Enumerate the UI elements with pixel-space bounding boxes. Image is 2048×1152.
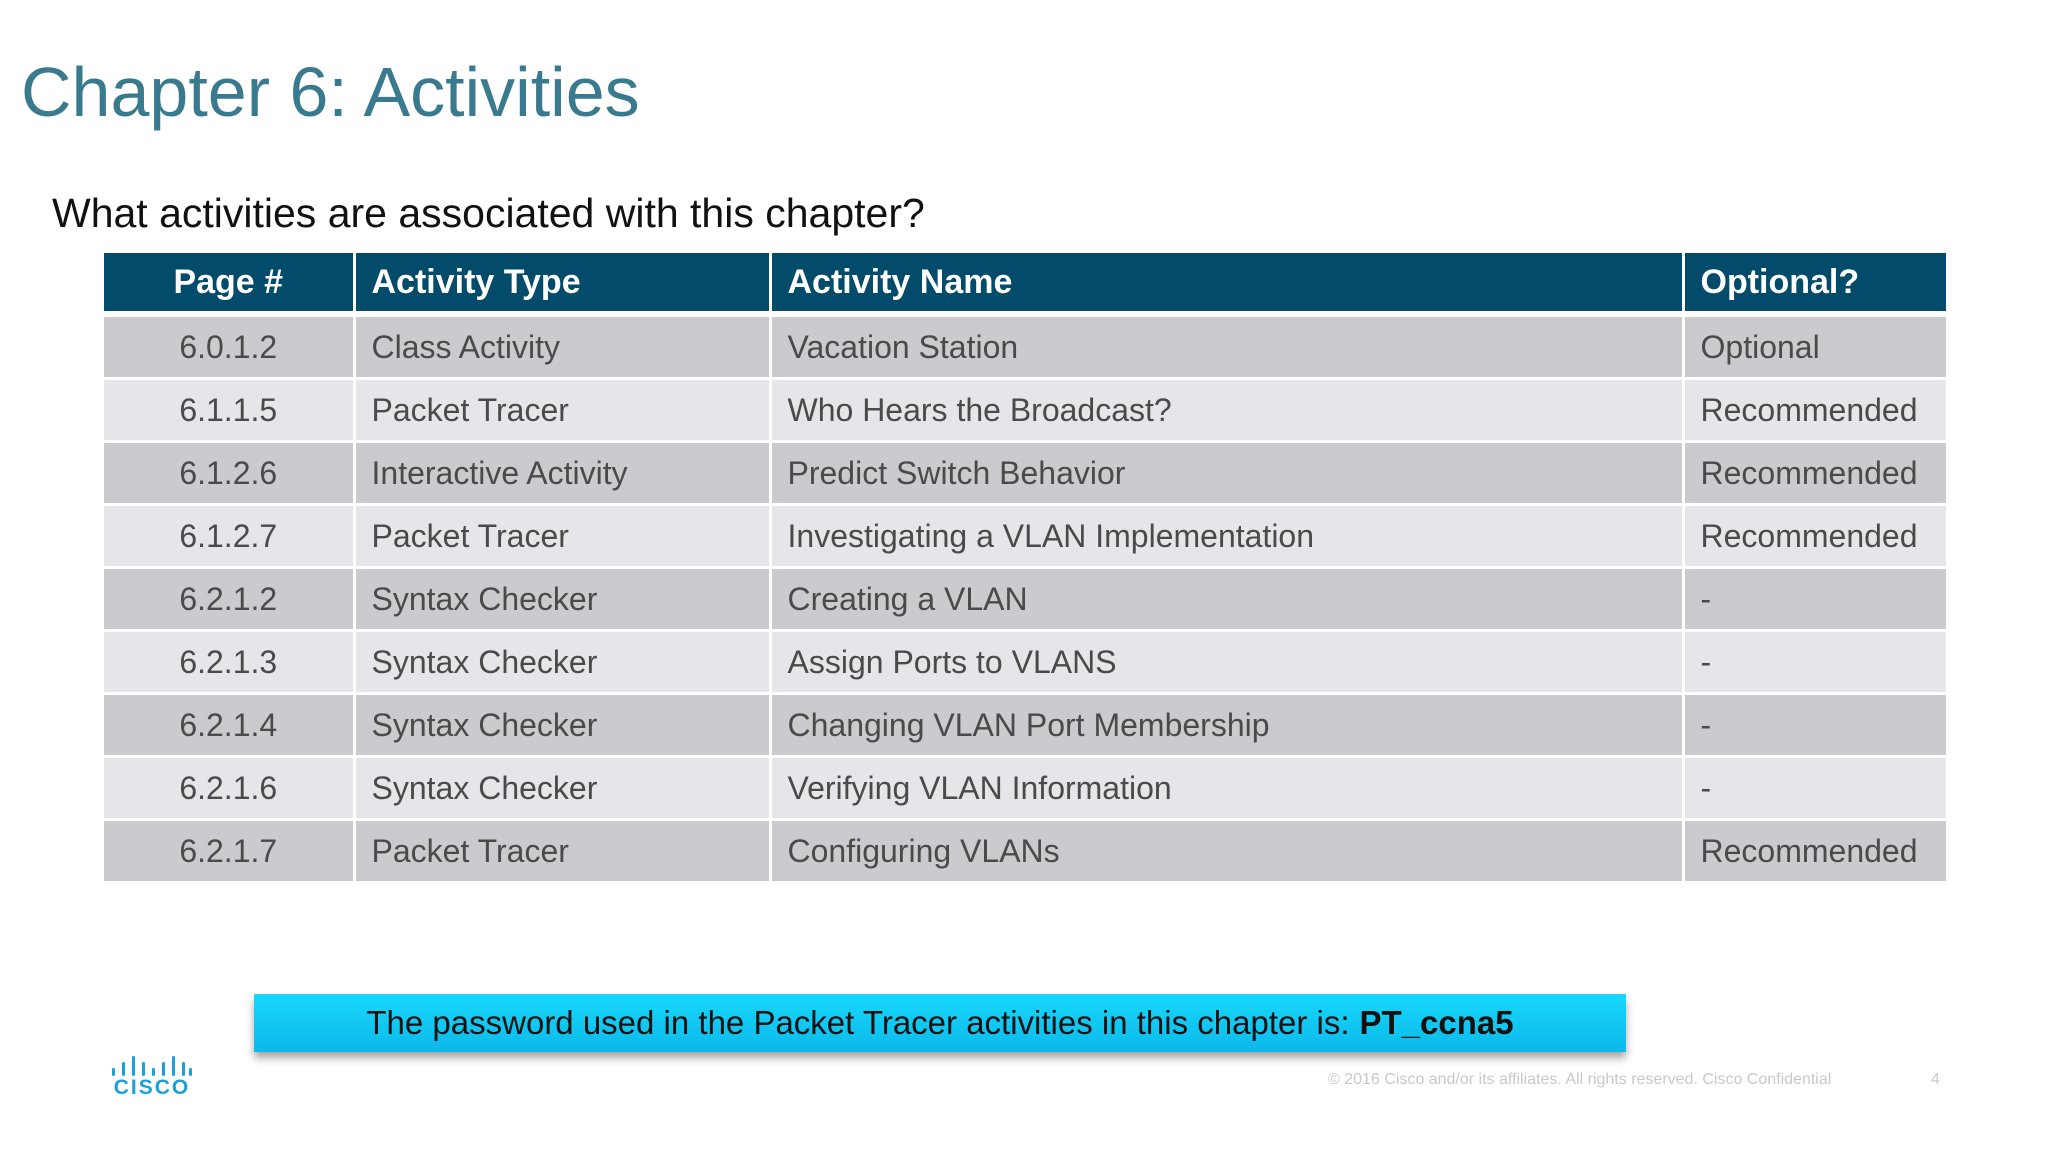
- cell-activity-name: Creating a VLAN: [770, 568, 1683, 631]
- cell-page-number: 6.2.1.2: [104, 568, 354, 631]
- cell-optional: Recommended: [1683, 505, 1946, 568]
- footer-copyright: © 2016 Cisco and/or its affiliates. All rights reserved. Cisco Confidential: [1328, 1071, 1832, 1088]
- cell-page-number: 6.2.1.4: [104, 694, 354, 757]
- table-row: [104, 505, 1946, 568]
- cell-activity-name: Investigating a VLAN Implementation: [770, 505, 1683, 568]
- password-callout: [254, 994, 1626, 1052]
- cell-optional: -: [1683, 757, 1946, 820]
- table-row: [104, 442, 1946, 505]
- password-value: PT_ccna5: [1359, 1004, 1514, 1041]
- password-callout-text: The password used in the Packet Tracer activities in this chapter is:: [366, 1004, 1350, 1041]
- table-row: [104, 820, 1946, 883]
- activities-table: [104, 253, 1946, 884]
- table-row: [104, 631, 1946, 694]
- table-row: [104, 568, 1946, 631]
- cell-activity-type: Class Activity: [354, 314, 770, 379]
- slide-title: Chapter 6: Activities: [21, 53, 640, 131]
- cell-activity-type: Syntax Checker: [354, 694, 770, 757]
- table-header-row: [104, 253, 1946, 314]
- cisco-wordmark: CISCO: [113, 1076, 191, 1099]
- table-row: [104, 379, 1946, 442]
- cell-activity-name: Assign Ports to VLANS: [770, 631, 1683, 694]
- header-activity-name: Activity Name: [770, 253, 1683, 314]
- table-body: [104, 314, 1946, 883]
- cell-page-number: 6.1.2.6: [104, 442, 354, 505]
- table-row: [104, 757, 1946, 820]
- cell-activity-name: Predict Switch Behavior: [770, 442, 1683, 505]
- cell-page-number: 6.1.2.7: [104, 505, 354, 568]
- cell-activity-name: Configuring VLANs: [770, 820, 1683, 883]
- cell-activity-type: Syntax Checker: [354, 631, 770, 694]
- cell-page-number: 6.0.1.2: [104, 314, 354, 379]
- cell-page-number: 6.2.1.7: [104, 820, 354, 883]
- cell-page-number: 6.2.1.6: [104, 757, 354, 820]
- cell-activity-type: Syntax Checker: [354, 568, 770, 631]
- header-optional: Optional?: [1683, 253, 1946, 314]
- cisco-bars-icon: [112, 1056, 192, 1076]
- cisco-logo: [110, 1056, 194, 1100]
- cell-optional: Recommended: [1683, 820, 1946, 883]
- header-page-number: Page #: [104, 253, 354, 314]
- footer-page-number: 4: [1931, 1071, 1940, 1088]
- cell-activity-name: Verifying VLAN Information: [770, 757, 1683, 820]
- header-activity-type: Activity Type: [354, 253, 770, 314]
- cell-optional: -: [1683, 631, 1946, 694]
- cell-activity-name: Vacation Station: [770, 314, 1683, 379]
- cell-page-number: 6.1.1.5: [104, 379, 354, 442]
- cell-optional: Recommended: [1683, 442, 1946, 505]
- cell-activity-type: Packet Tracer: [354, 379, 770, 442]
- cell-activity-type: Syntax Checker: [354, 757, 770, 820]
- cell-activity-name: Changing VLAN Port Membership: [770, 694, 1683, 757]
- cell-optional: Optional: [1683, 314, 1946, 379]
- cell-activity-type: Packet Tracer: [354, 820, 770, 883]
- slide-question: What activities are associated with this chapter?: [52, 190, 925, 236]
- cell-activity-name: Who Hears the Broadcast?: [770, 379, 1683, 442]
- table-row: [104, 694, 1946, 757]
- cell-activity-type: Packet Tracer: [354, 505, 770, 568]
- cell-optional: -: [1683, 568, 1946, 631]
- cell-optional: Recommended: [1683, 379, 1946, 442]
- cell-activity-type: Interactive Activity: [354, 442, 770, 505]
- cell-page-number: 6.2.1.3: [104, 631, 354, 694]
- table-row: [104, 314, 1946, 379]
- cell-optional: -: [1683, 694, 1946, 757]
